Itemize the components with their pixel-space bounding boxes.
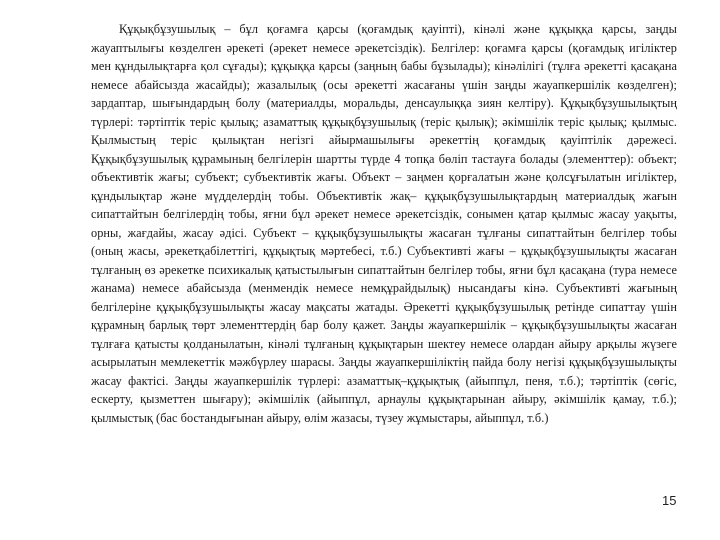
page-number: 15 [662, 493, 677, 508]
body-paragraph: Құқықбұзушылық – бұл қоғамға қарсы (қоғамдық қауіпті), кінәлі және құқыққа қарсы, заңды жауаптылығы көзделген әрекеті (әрекет немесе әрекетсіздік). Белгілер: қоғамға қарсы (қоғамдық игіліктер мен құндылықтарға қол сұғады); құқыққа қарсы (заңның бабы бұзылады); кінәлілігі (тұлға әрекетті қасақана немесе абайсызда жасайды); жазалылық (осы әрекетті жасағаны үшін заңды жауапкершілік көзделген); зардаптар, шығындардың болу (материалды, моральды, денсаулыққа зиян келтіру). Құқықбұзушылықтың түрлері: тәртіптік теріс қылық; азаматтық құқықбұзушылық (теріс қылық); әкімшілік теріс қылық; қылмыс. Қылмыстың теріс қылықтан негізгі айырмашылығы әрекеттің қоғамдық қауіптілік дәрежесі. Құқықбұзушылық құрамының белгілерін шартты түрде 4 топқа бөліп тастауға болады (элементтер): объект; объективтік жағы; субъект; субъективтік жағы. Объект – заңмен қорғалатын және қолсұғылатын игіліктер, құндылықтар және мүдделердің тобы. Объективтік жақ– құқықбұзушылықтардың материалдық жағын сипаттайтын белгілердің тобы, яғни бұл әрекет немесе әрекетсіздік, сонымен қатар қылмыс жасау уақыты, орны, жағдайы, жасау әдісі. Субъект – құқықбұзушылықты жасаған тұлғаны сипаттайтын белгілер тобы (оның жасы, әрекетқабілеттігі, құқықтық мәртебесі, т.б.) Субъективті жағы – құқықбұзушылықты жасаған тұлғаның өз әрекетке психикалық қатыстылығын сипаттайтын белгілер тобы, яғни бұл қасақана (тура немесе жанама) немесе абайсызда (менмендік немесе немқұрайдылық) нысандағы кінә. Субъективті жағының белгілеріне құқықбұзушылықты жасау мақсаты жатады. Әрекетті құқықбұзушылық ретінде сипаттау үшін құрамның барлық төрт элементтердің бар болу қажет. Заңды жауапкершілік – құқықбұзушылықты жасаған тұлғаға қатысты қолданылатын, кінәлі тұлғаның құқықтарын шектеу немесе олардан айыру арқылы жүзеге асырылатын мемлекеттік мәжбүрлеу шарасы. Заңды жауапкершіліктің пайда болу негізі құқықбұзушылықты жасау фактісі. Заңды жауапкершілік түрлері: азаматтық–құқықтық (айыппұл, пеня, т.б.); тәртіптік (сөгіс, ескерту, қызметтен шығару); әкімшілік (айыппұл, арнаулы құқықтарынан айыру, әкімшілік қамау, т.б.); қылмыстық (бас бостандығынан айыру, өлім жазасы, түзеу жұмыстары, айыппұл, т.б.) [91, 22, 677, 425]
